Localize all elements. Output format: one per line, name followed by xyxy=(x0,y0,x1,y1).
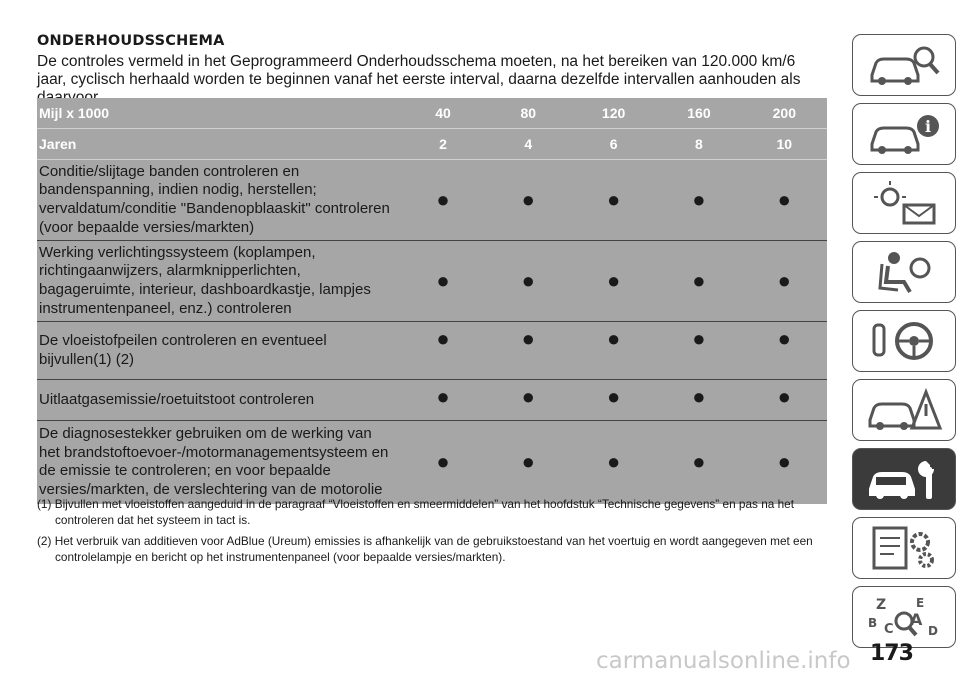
check-dot: ● xyxy=(571,160,656,241)
check-dot: ● xyxy=(742,322,827,380)
check-dot: ● xyxy=(571,421,656,504)
tab-emergency[interactable] xyxy=(852,379,956,441)
car-maintenance-wrench-icon xyxy=(864,455,944,503)
check-dot: ● xyxy=(486,241,571,322)
check-dot: ● xyxy=(400,241,485,322)
check-dot: ● xyxy=(400,380,485,421)
years-value: 8 xyxy=(656,129,741,160)
footnote: (2) Het verbruik van additieven voor AdBlue (Ureum) emissies is afhankelijk van de gebruikstoestand van het voertuig en wordt aangegeven met een controlelampje en bericht op het instrumentenpaneel (voor bepaalde versies/markten). xyxy=(37,534,813,564)
miles-value: 160 xyxy=(656,98,741,129)
check-dot: ● xyxy=(400,421,485,504)
car-info-icon xyxy=(864,110,944,158)
car-search-icon xyxy=(864,41,944,89)
svg-text:D: D xyxy=(928,624,938,638)
table-row xyxy=(37,322,827,380)
task-description: Werking verlichtingssysteem (koplampen, richtingaanwijzers, alarmknipperlichten, bagageruimte, interieur, dashboardkastje, lampjes instrumentenpaneel, enz.) controleren xyxy=(37,241,400,322)
check-dot: ● xyxy=(400,160,485,241)
tab-technical-data[interactable] xyxy=(852,517,956,579)
task-description: De diagnosestekker gebruiken om de werking van het brandstoftoevoer-/motormanagementsysteem en de emissie te controleren; en voor bepaalde versies/markten, de verslechtering van de motorolie xyxy=(37,421,400,504)
years-value: 10 xyxy=(742,129,827,160)
tab-warning-lights[interactable] xyxy=(852,172,956,234)
footnote: (1) Bijvullen met vloeistoffen aangeduid in de paragraaf “Vloeistoffen en smeermiddelen” van het hoofdstuk “Technische gegevens” en pas na het controleren dat het systeem in tact is. xyxy=(37,497,794,527)
check-dot: ● xyxy=(400,322,485,380)
task-description: Uitlaatgasemissie/roetuitstoot controleren xyxy=(37,380,400,421)
miles-value: 40 xyxy=(400,98,485,129)
svg-text:i: i xyxy=(924,117,932,136)
page-number: 173 xyxy=(870,641,913,666)
check-dot: ● xyxy=(656,160,741,241)
intro-paragraph: De controles vermeld in het Geprogrammeerd Onderhoudsschema moeten, na het bereiken van 120.000 km/6 jaar, cyclisch herhaald worden te beginnen vanaf het eerste interval, daarna dezelfde intervallen aanhouden als xyxy=(37,53,801,88)
miles-value: 200 xyxy=(742,98,827,129)
chapter-tabs xyxy=(852,34,956,655)
check-dot: ● xyxy=(486,322,571,380)
check-dot: ● xyxy=(656,421,741,504)
maintenance-schedule-table xyxy=(37,98,827,504)
page-heading: ONDERHOUDSSCHEMA xyxy=(37,33,225,49)
check-dot: ● xyxy=(571,322,656,380)
table-row xyxy=(37,421,827,504)
task-description: De vloeistofpeilen controleren en eventueel bijvullen(1) (2) xyxy=(37,322,400,380)
miles-header-row xyxy=(37,98,827,129)
check-dot: ● xyxy=(571,380,656,421)
check-dot: ● xyxy=(656,241,741,322)
check-dot: ● xyxy=(571,241,656,322)
seat-airbag-icon xyxy=(864,248,944,296)
years-label: Jaren xyxy=(37,129,400,160)
miles-value: 120 xyxy=(571,98,656,129)
technical-data-gears-icon xyxy=(864,524,944,572)
years-value: 2 xyxy=(400,129,485,160)
footnotes xyxy=(37,496,827,570)
watermark: carmanualsonline.info xyxy=(596,648,851,674)
svg-text:C: C xyxy=(884,622,894,637)
warning-light-message-icon xyxy=(864,179,944,227)
key-steering-wheel-icon xyxy=(864,317,944,365)
tab-index[interactable] xyxy=(852,586,956,648)
check-dot: ● xyxy=(486,380,571,421)
svg-text:Z: Z xyxy=(876,597,887,613)
tab-maintenance[interactable] xyxy=(852,448,956,510)
years-value: 4 xyxy=(486,129,571,160)
car-emergency-icon xyxy=(864,386,944,434)
check-dot: ● xyxy=(742,241,827,322)
check-dot: ● xyxy=(742,421,827,504)
tab-starting-driving[interactable] xyxy=(852,310,956,372)
miles-label: Mijl x 1000 xyxy=(37,98,400,129)
years-header-row xyxy=(37,129,827,160)
check-dot: ● xyxy=(656,380,741,421)
svg-text:A: A xyxy=(910,610,923,629)
tab-car-info[interactable] xyxy=(852,103,956,165)
check-dot: ● xyxy=(656,322,741,380)
svg-text:E: E xyxy=(916,596,925,610)
check-dot: ● xyxy=(742,160,827,241)
alphabetical-index-icon xyxy=(864,593,944,641)
tab-car-search[interactable] xyxy=(852,34,956,96)
check-dot: ● xyxy=(486,421,571,504)
check-dot: ● xyxy=(742,380,827,421)
svg-text:B: B xyxy=(868,616,878,630)
table-row xyxy=(37,380,827,421)
task-description: Conditie/slijtage banden controleren en bandenspanning, indien nodig, herstellen; vervaldatum/conditie "Bandenopblaaskit" controleren (voor bepaalde versies/markten) xyxy=(37,160,400,241)
miles-value: 80 xyxy=(486,98,571,129)
tab-safety[interactable] xyxy=(852,241,956,303)
table-row xyxy=(37,160,827,241)
years-value: 6 xyxy=(571,129,656,160)
check-dot: ● xyxy=(486,160,571,241)
table-row xyxy=(37,241,827,322)
